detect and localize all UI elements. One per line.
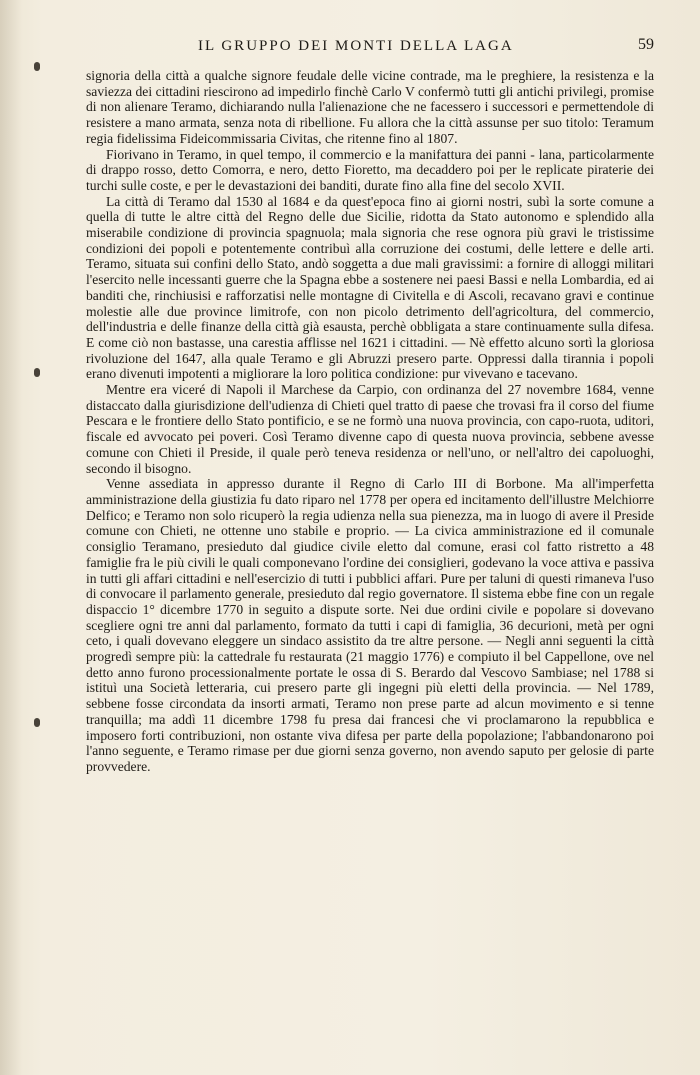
- paragraph: Venne assediata in appresso durante il Regno di Carlo III di Borbone. Ma all'imperfetta amministrazione della giustizia fu dato riparo nel 1778 per opera ed incitamento dell'illustre Melchiorre Delfico; e Teramo non solo ricuperò la regia udienza nella sua pienezza, ma in luogo di avere il Preside comune con Chieti, ne ottenne uno stabile e proprio. — La civica amministrazione ed il comunale consiglio Teramano, presieduto dal giudice civile eletto dal comune, erasi col fatto ristretto a 48 famiglie fra le più civili le quali componevano l'ordine dei consiglieri, godevano la voce attiva e passiva in tutti gli affari cittadini e nell'esercizio di tutti i pubblici affari. Pure per taluni di questi rimaneva l'uso di convocare il parlamento generale, presieduto dal regio governatore. Il sistema ebbe fine con un regale dispaccio 1° dicembre 1770 in seguito a dispute sorte. Nei due ordini civile e popolare si dovevano scegliere ogni tre anni dal parlamento, formato da tutti i capi di famiglia, 36 decurioni, metà per ogni ceto, i quali dovevano eleggere un sindaco assistito da tre altre persone. — Negli anni seguenti la città progredì sempre più: la cattedrale fu restaurata (21 maggio 1776) e compiuto il bel Cappellone, ove nel detto anno furono processionalmente portate le ossa di S. Berardo dal Vescovo Sambiase; nel 1788 si istituì una Società letteraria, cui presero parte gli ingegni più eletti della provincia. — Nel 1789, sebbene fosse circondata da insorti armati, Teramo non prese parte ad alcun movimento e si tenne tranquilla; ma addì 11 dicembre 1798 fu presa dai francesi che vi proclamarono la repubblica e imposero forti contribuzioni, non ostante viva difesa per parte della popolazione; l'abbandonarono poi l'anno seguente, e Teramo rimase per due giorni senza governo, non avendo saputo per gelosie di parte provvedere.: [86, 476, 654, 774]
- binding-shadow: [0, 0, 22, 1075]
- binding-hole: [34, 62, 40, 71]
- running-title: IL GRUPPO DEI MONTI DELLA LAGA: [198, 38, 514, 54]
- paragraph: Fiorivano in Teramo, in quel tempo, il commercio e la manifattura dei panni - lana, particolarmente di drappo rosso, detto Comorra, e nero, detto Fioretto, ma decaddero poi per le replicate piraterie dei turchi sulle coste, e per le devastazioni dei banditi, durate fino alla fine del secolo XVII.: [86, 146, 654, 193]
- binding-hole: [34, 718, 40, 727]
- binding-hole: [34, 368, 40, 377]
- body-text: [86, 68, 654, 775]
- paragraph: signoria della città a qualche signore feudale delle vicine contrade, ma le preghiere, la resistenza e la saviezza dei cittadini riescirono ad impedirlo finchè Carlo V confermò tutti gli antichi privilegi, promise di non alienare Teramo, dichiarando nulla l'alienazione che ne facessero i successori e permettendole di resistere a mano armata, senza nota di ribellione. Fu allora che la città assunse per suo titolo: Teramum regia fidelissima Fideicommissaria Civitas, che ritenne fino al 1807.: [86, 68, 654, 146]
- paragraph: Mentre era viceré di Napoli il Marchese da Carpio, con ordinanza del 27 novembre 1684, venne distaccato dalla giurisdizione dell'udienza di Chieti quel tratto di paese che trovasi fra il corso del fiume Pescara e le frontiere dello Stato pontificio, e se ne formò una nuova provincia, con capo-ruota, uditori, fiscale ed avvocato pei poveri. Così Teramo divenne capo di questa nuova provincia, sebbene avesse comune con Chieti il Preside, il quale però teneva residenza or nell'uno, or nell'altro dei capoluoghi, secondo il bisogno.: [86, 382, 654, 476]
- paragraph: La città di Teramo dal 1530 al 1684 e da quest'epoca fino ai giorni nostri, subì la sorte comune a quella di tutte le altre città del Regno delle due Sicilie, ridotta da Stato autonomo e splendido alla miserabile condizione di provincia spagnuola; mala signoria che rese ognora più gravi le tristissime condizioni dei popoli e potentemente contribuì alla corruzione dei costumi, delle lettere e delle arti. Teramo, situata sui confini dello Stato, andò soggetta a due mali gravissimi: a fornire di alloggi militari l'esercito nelle incessanti guerre che la Spagna ebbe a sostenere nei paesi Bassi e nella Lombardia, ed ai banditi che, rinchiusisi e rafforzatisi nelle montagne di Civitella e di Ascoli, recavano gravi e continue molestie alle due province limitrofe, con non picolo detrimento dell'agricoltura, del commercio, dell'industria e delle finanze della città già esausta, perchè obbligata a stare continuamente sulla difesa. E come ciò non bastasse, una carestia afflisse nel 1621 i cittadini. — Nè effetto alcuno sortì la gloriosa rivoluzione del 1647, alla quale Teramo e gli Abruzzi presero parte. Oppressi dalla tirannia i popoli erano divenuti impotenti a migliorare la loro politica condizione: pur vivevano e tacevano.: [86, 193, 654, 382]
- page-header: [86, 38, 654, 62]
- page-number: 59: [638, 36, 654, 53]
